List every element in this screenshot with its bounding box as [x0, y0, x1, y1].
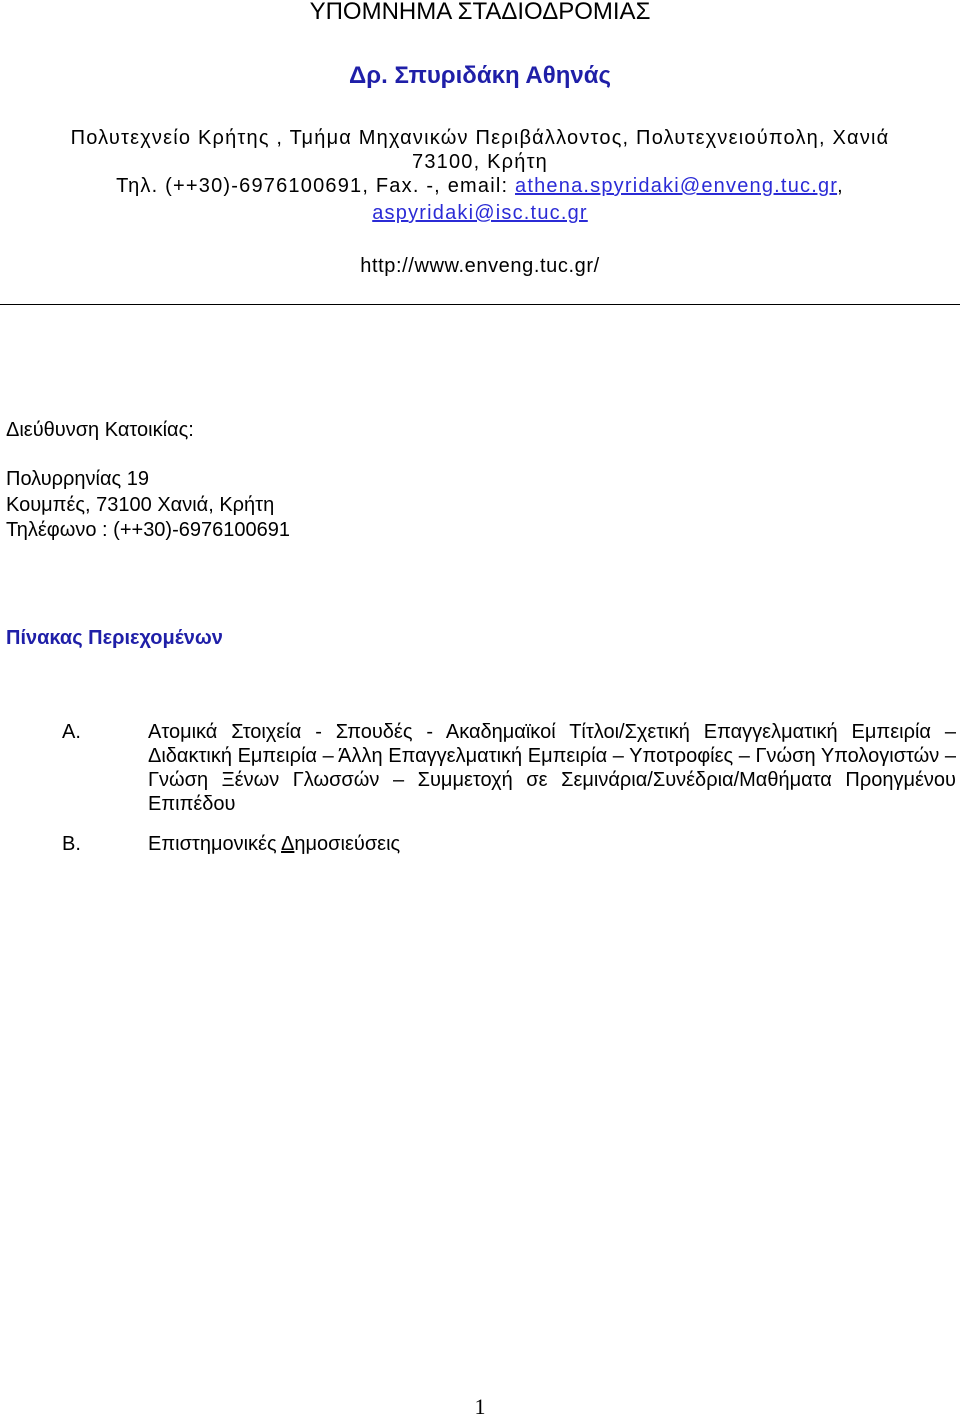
email-separator: , [837, 175, 844, 197]
author-name: Δρ. Σπυριδάκη Αθηνάς [349, 62, 611, 89]
document-title: ΥΠΟΜΝΗΜΑ ΣΤΑΔΙΟΔΡΟΜΙΑΣ [309, 0, 651, 25]
affiliation-line-2: 73100, Κρήτη [412, 151, 548, 173]
address-heading: Διεύθυνση Κατοικίας: [6, 419, 194, 441]
header-divider [0, 304, 960, 305]
contact-line [0, 174, 960, 198]
address-phone: Τηλέφωνο : (++30)-6976100691 [6, 519, 290, 541]
toc-item-b-underlined: Δ [281, 833, 295, 855]
toc-item-b-label: Β. [62, 833, 81, 855]
toc-item-b-suffix: ημοσιεύσεις [294, 833, 401, 855]
email-link-2[interactable]: aspyridaki@isc.tuc.gr [372, 202, 588, 224]
toc-item-a-text[interactable]: Ατομικά Στοιχεία - Σπουδές - Ακαδημαϊκοί Τίτλοι/Σχετική Επαγγελματική Εμπειρία – Διδακτική Εμπειρία – Άλλη Επαγγελματική Εμπειρία – Υποτροφίες – Γνώση Υπολογιστών – Γνώση Ξένων Γλωσσών – Συμμετοχή σε Σεμινάρια/Συνέδρια/Μαθήματα Προηγμένου Επιπέδου [148, 721, 956, 815]
address-street: Πολυρρηνίας 19 [6, 468, 149, 490]
toc-item-b-text[interactable] [148, 832, 956, 856]
website-url[interactable]: http://www.enveng.tuc.gr/ [360, 255, 600, 277]
email-link-1[interactable]: athena.spyridaki@enveng.tuc.gr [515, 175, 838, 197]
toc-title: Πίνακας Περιεχομένων [6, 627, 223, 649]
page-number: 1 [474, 1394, 486, 1419]
toc-item-b-prefix: Επιστημονικές [148, 833, 282, 855]
contact-prefix: Τηλ. (++30)-6976100691, Fax. -, email: [116, 175, 516, 197]
toc-item-a-label: Α. [62, 721, 81, 743]
affiliation-line-1: Πολυτεχνείο Κρήτης , Τμήμα Μηχανικών Περιβάλλοντος, Πολυτεχνειούπολη, Χανιά [70, 127, 890, 149]
address-city: Κουμπές, 73100 Χανιά, Κρήτη [6, 494, 275, 516]
email-line-2 [0, 201, 960, 225]
